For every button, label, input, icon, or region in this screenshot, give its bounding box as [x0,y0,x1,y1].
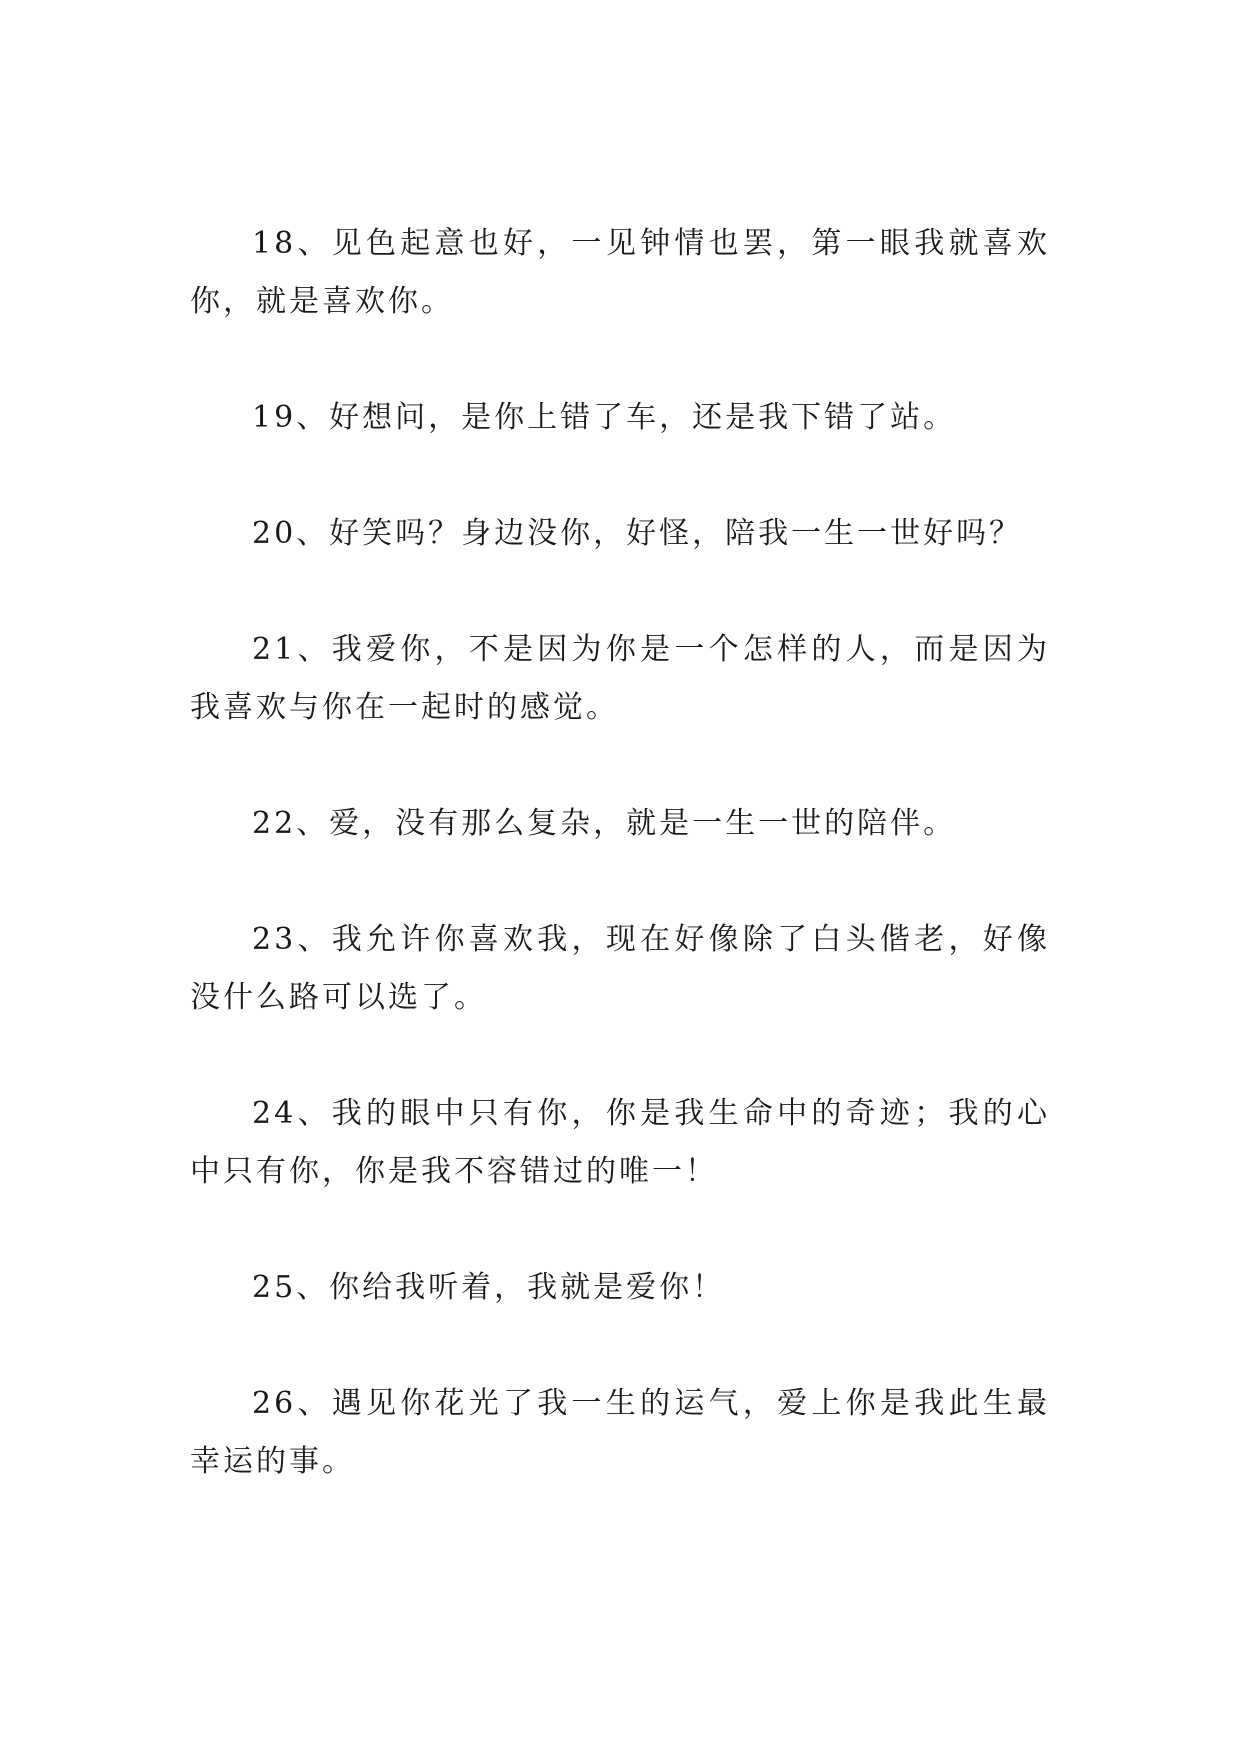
paragraph-21: 21、我爱你，不是因为你是一个怎样的人，而是因为我喜欢与你在一起时的感觉。 [190,632,1050,725]
paragraph-25: 25、你给我听着，我就是爱你！ [252,1270,726,1305]
paragraph-26: 26、遇见你花光了我一生的运气，爱上你是我此生最幸运的事。 [190,1386,1050,1479]
document-body [190,215,1050,1549]
paragraph-18: 18、见色起意也好，一见钟情也罢，第一眼我就喜欢你，就是喜欢你。 [190,226,1050,319]
paragraph-20: 20、好笑吗？身边没你，好怪，陪我一生一世好吗？ [252,516,1023,551]
paragraph-23: 23、我允许你喜欢我，现在好像除了白头偕老，好像没什么路可以选了。 [190,922,1050,1015]
paragraph-19: 19、好想问，是你上错了车，还是我下错了站。 [252,400,957,435]
paragraph-24: 24、我的眼中只有你，你是我生命中的奇迹；我的心中只有你，你是我不容错过的唯一！ [190,1096,1050,1189]
paragraph-22: 22、爱，没有那么复杂，就是一生一世的陪伴。 [252,806,957,841]
